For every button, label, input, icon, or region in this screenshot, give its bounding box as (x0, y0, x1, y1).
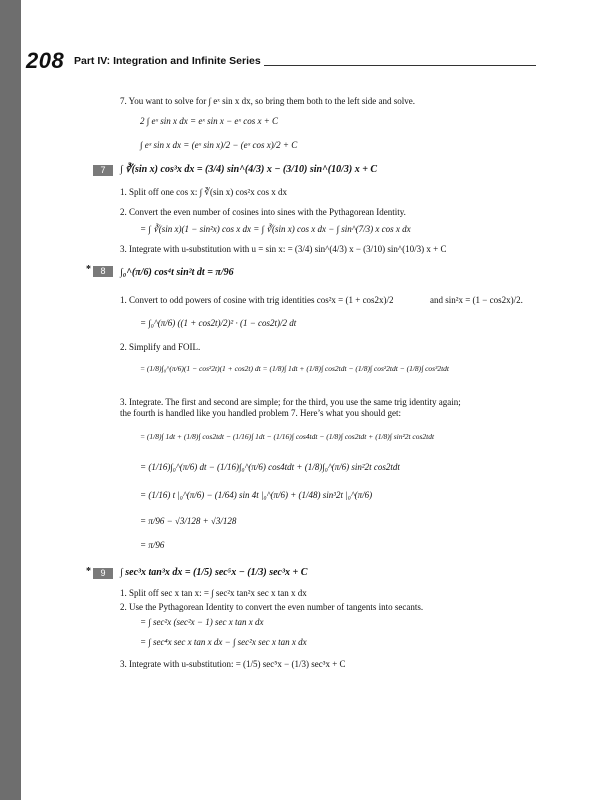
problem-9-equation-2a: = ∫ sec²x (sec²x − 1) sec x tan x dx (140, 617, 264, 627)
problem-7-step-7: 7. You want to solve for ∫ eˣ sin x dx, so bring them both to the left side and solve. (120, 96, 416, 106)
problem-8-step-3a: 3. Integrate. The first and second are simple; for the third, you use the same trig identity again; (120, 397, 461, 407)
problem-8-equation-5: = (1/16) t |₀^(π/6) − (1/64) sin 4t |₀^(π/6) + (1/48) sin³2t |₀^(π/6) (140, 490, 373, 500)
problem-9-step-2: 2. Use the Pythagorean Identity to convert the even number of tangents into secants. (120, 602, 424, 612)
problem-9-step-1: 1. Split off sec x tan x: = ∫ sec²x tan²x sec x tan x dx (120, 588, 307, 598)
problem-8-step-2: 2. Simplify and FOIL. (120, 342, 201, 352)
problem-8-equation-3: = (1/8)∫ 1dt + (1/8)∫ cos2tdt − (1/16)∫ 1dt − (1/16)∫ cos4tdt − (1/8)∫ cos2tdt + (1/8)∫ sin²2t cos2tdt (140, 432, 435, 441)
problem-8-step-1a: 1. Convert to odd powers of cosine with trig identities cos²x = (1 + cos2x)/2 (120, 295, 394, 305)
section-title: Part IV: Integration and Infinite Series (74, 55, 261, 67)
problem-7-equation-2: ∫ eˣ sin x dx = (eˣ sin x)/2 − (eˣ cos x)/2 + C (140, 140, 298, 150)
problem-badge-9: 9 (93, 568, 113, 579)
problem-8-equation-6: = π/96 − √3/128 + √3/128 (140, 516, 237, 526)
problem-7b-step-1: 1. Split off one cos x: ∫ ∛(sin x) cos²x cos x dx (120, 187, 287, 197)
problem-8-equation-4: = (1/16)∫₀^(π/6) dt − (1/16)∫₀^(π/6) cos4tdt + (1/8)∫₀^(π/6) sin²2t cos2tdt (140, 462, 400, 472)
problem-7b-equation-2: = ∫ ∛(sin x)(1 − sin²x) cos x dx = ∫ ∛(sin x) cos x dx − ∫ sin^(7/3) x cos x dx (140, 224, 411, 234)
problem-badge-7: 7 (93, 165, 113, 176)
problem-8-equation-1: = ∫₀^(π/6) ((1 + cos2t)/2)² · (1 − cos2t)/2 dt (140, 318, 297, 328)
problem-7b-answer: ∫ ∛(sin x) cos³x dx = (3/4) sin^(4/3) x − (3/10) sin^(10/3) x + C (120, 164, 378, 175)
problem-7-equation-1: 2 ∫ eˣ sin x dx = eˣ sin x − eˣ cos x + C (140, 116, 279, 126)
problem-8-step-1b: and sin²x = (1 − cos2x)/2. (430, 295, 523, 305)
problem-9-step-3: 3. Integrate with u-substitution: = (1/5) sec⁵x − (1/3) sec³x + C (120, 659, 346, 669)
star-marker: * (86, 566, 91, 577)
problem-8-step-3b: the fourth is handled like you handled problem 7. Here’s what you should get: (120, 408, 401, 418)
page-header (26, 50, 536, 72)
page-spine-bar (0, 0, 21, 800)
problem-7b-step-2: 2. Convert the even number of cosines into sines with the Pythagorean Identity. (120, 207, 406, 217)
star-marker: * (86, 264, 91, 275)
page-number: 208 (26, 48, 65, 73)
header-rule (264, 65, 536, 66)
problem-8-answer: ∫₀^(π/6) cos⁴t sin²t dt = π/96 (120, 267, 234, 278)
problem-7b-step-3: 3. Integrate with u-substitution with u = sin x: = (3/4) sin^(4/3) x − (3/10) sin^(10/3) x + C (120, 244, 447, 254)
problem-8-equation-7: = π/96 (140, 540, 165, 550)
problem-9-answer: ∫ sec³x tan³x dx = (1/5) sec⁵x − (1/3) sec³x + C (120, 567, 308, 578)
problem-9-equation-2b: = ∫ sec⁴x sec x tan x dx − ∫ sec²x sec x tan x dx (140, 637, 307, 647)
problem-badge-8: 8 (93, 266, 113, 277)
problem-8-equation-2: = (1/8)∫₀^(π/6)(1 − cos²2t)(1 + cos2t) dt = (1/8)∫ 1dt + (1/8)∫ cos2tdt − (1/8)∫ cos²2tdt − (1/8)∫ cos³2tdt (140, 364, 450, 373)
